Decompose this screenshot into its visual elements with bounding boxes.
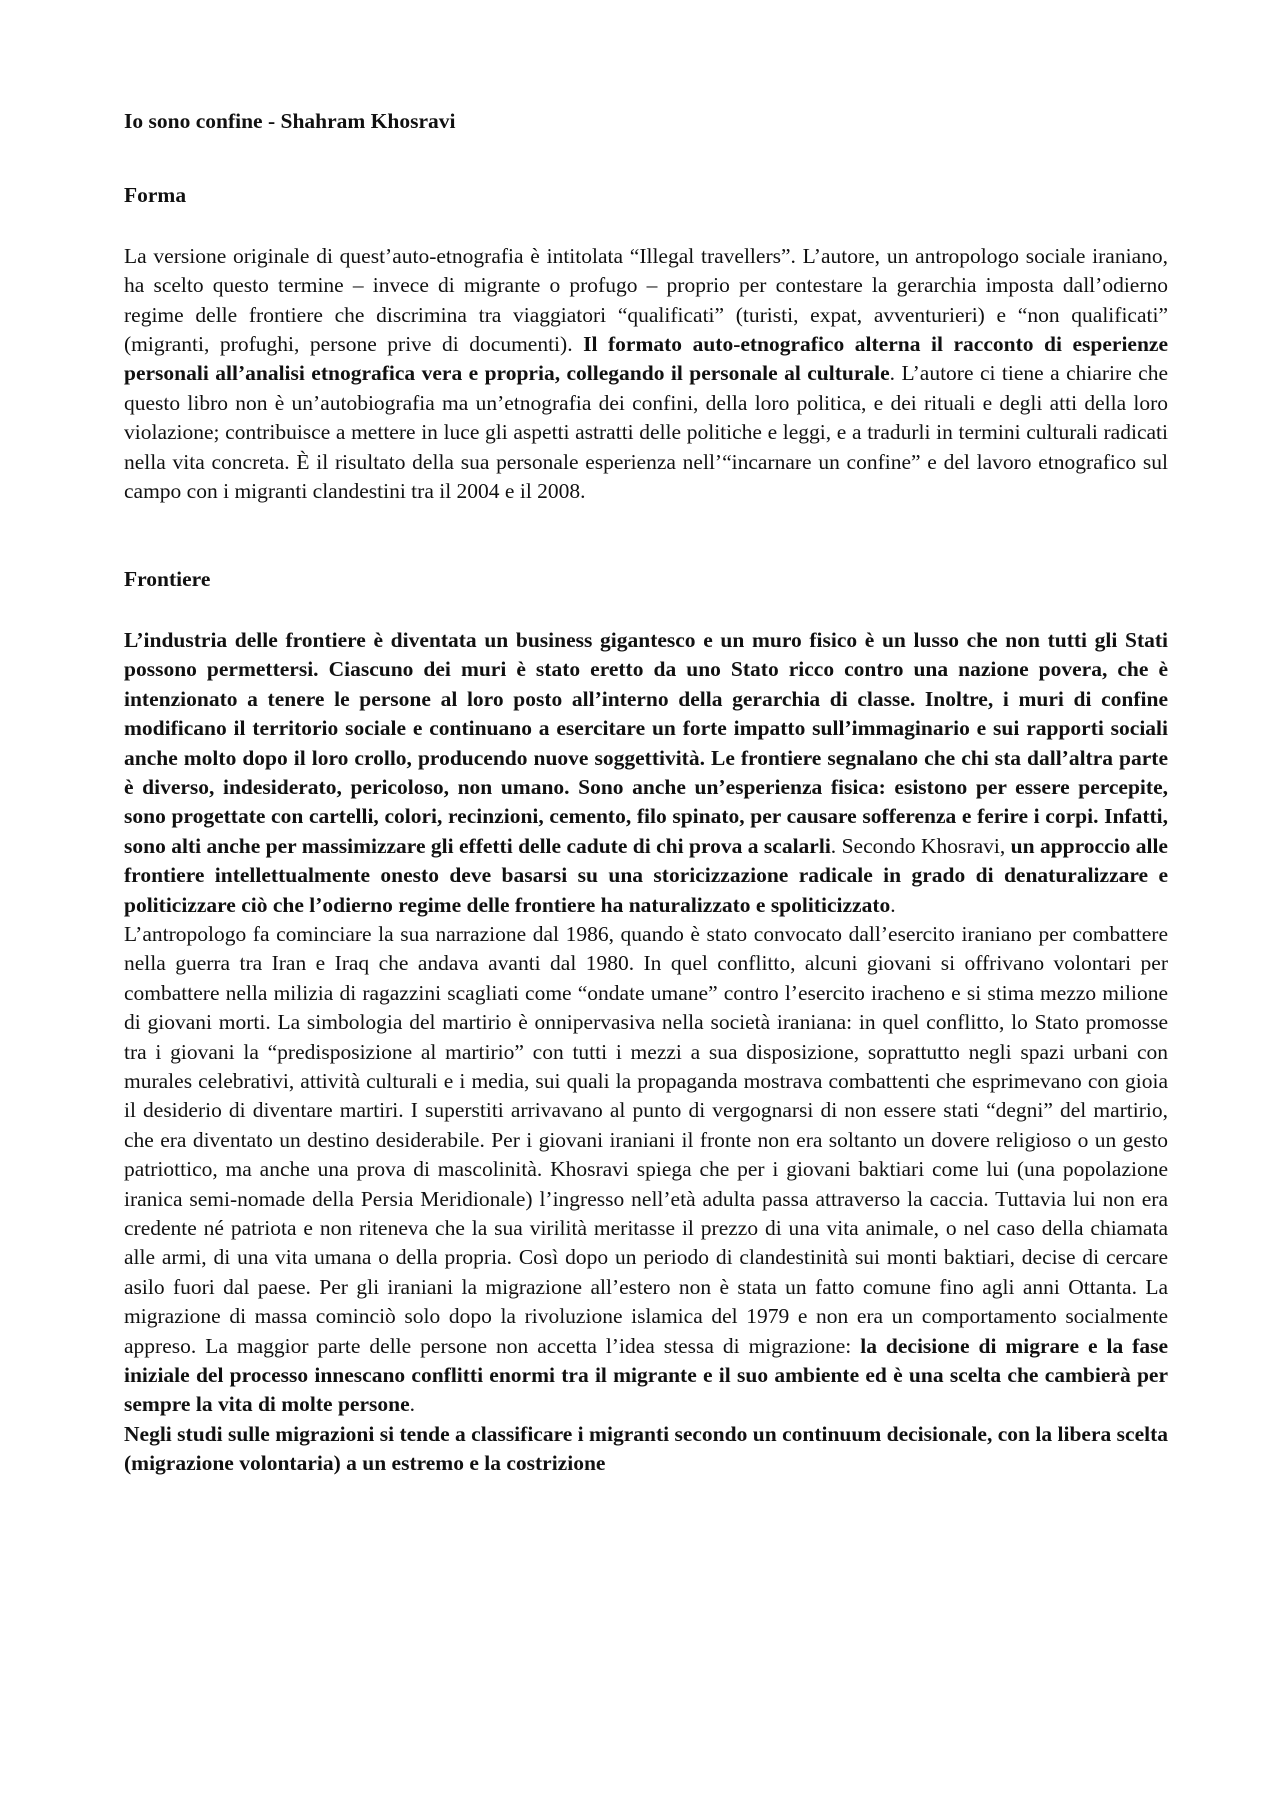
bold-text-segment: un approccio alle frontiere intellettualmente onesto deve basarsi su una storicizzazione radicale in grado di denaturalizzare e politicizzare ciò che l’odierno regime delle frontiere ha naturalizzato e spoliticizzato [124, 833, 1168, 917]
bold-text-segment: L’industria delle frontiere è diventata un business gigantesco e un muro fisico è un lusso che non tutti gli Stati possono permettersi. Ciascuno dei muri è stato eretto da uno Stato ricco contro una nazione povera, che è intenzionato a tenere le persone al loro posto all’interno della gerarchia di classe. Inoltre, i muri di confine modificano il territorio sociale e continuano a esercitare un forte impatto sull’immaginario e sui rapporti sociali anche molto dopo il loro crollo, producendo nuove soggettività. Le frontiere segnalano che chi sta dall’altra parte è diverso, indesiderato, pericoloso, non umano. Sono anche un’esperienza fisica: esistono per essere percepite, sono progettate con cartelli, colori, recinzioni, cemento, filo spinato, per causare sofferenza e ferire i corpi. Infatti, sono alti anche per massimizzare gli effetti delle cadute di chi prova a scalarli [124, 627, 1168, 858]
paragraph-frontiere-2 [124, 920, 1168, 1420]
paragraph-frontiere-3 [124, 1420, 1168, 1479]
document-body [124, 107, 1168, 1479]
paragraph-frontiere-1 [124, 626, 1168, 920]
document-title: Io sono confine - Shahram Khosravi [124, 109, 456, 133]
bold-text-segment: Il formato auto-etnografico alterna il racconto di esperienze personali all’analisi etnografica vera e propria, collegando il personale al culturale [124, 332, 1169, 386]
text-segment: . L’autore ci tiene a chiarire che questo libro non è un’autobiografia ma un’etnografia dei confini, della loro politica, e dei rituali e degli atti della loro violazione; contribuisce a mettere in luce gli aspetti astratti delle politiche e leggi, e a tradurli in termini culturali radicati nella vita concreta. È il risultato della sua personale esperienza nell’“incarnare un confine” e del lavoro etnografico sul campo con i migranti clandestini tra il 2004 e il 2008. [124, 361, 1169, 504]
section-heading-forma: Forma [124, 183, 187, 208]
bold-text-segment: Negli studi sulle migrazioni si tende a classificare i migranti secondo un continuum decisionale, con la libera scelta (migrazione volontaria) a un estremo e la costrizione [124, 1421, 1168, 1476]
text-segment: La versione originale di quest’auto-etnografia è intitolata “Illegal travellers”. L’autore, un antropologo sociale iraniano, ha scelto questo termine – invece di migrante o profugo – proprio per contestare la gerarchia imposta dall’odierno regime delle frontiere che discrimina tra viaggiatori “qualificati” (turisti, expat, avventurieri) e “non qualificati” (migranti, profughi, persone prive di documenti). [124, 243, 1168, 357]
section-heading-frontiere: Frontiere [124, 567, 211, 592]
bold-text-segment: la decisione di migrare e la fase iniziale del processo innescano conflitti enormi tra il migrante e il suo ambiente ed è una scelta che cambierà per sempre la vita di molte persone [124, 1333, 1168, 1417]
text-segment: . [890, 892, 896, 917]
text-segment: . Secondo Khosravi, [830, 833, 1011, 858]
text-segment: L’antropologo fa cominciare la sua narrazione dal 1986, quando è stato convocato dall’esercito iraniano per combattere nella guerra tra Iran e Iraq che andava avanti dal 1980. In quel conflitto, alcuni giovani si offrivano volontari per combattere nella milizia di ragazzini scagliati come “ondate umane” contro l’esercito iracheno e si stima mezzo milione di giovani morti. La simbologia del martirio è onnipervasiva nella società iraniana: in quel conflitto, lo Stato promosse tra i giovani la “predisposizione al martirio” con tutti i mezzi a sua disposizione, soprattutto negli spazi urbani con murales celebrativi, attività culturali e i media, sui quali la propaganda mostrava combattenti che esprimevano con gioia il desiderio di diventare martiri. I superstiti arrivavano al punto di vergognarsi di non essere stati “degni” del martirio, che era diventato un destino desiderabile. Per i giovani iraniani il fronte non era soltanto un dovere religioso o un gesto patriottico, ma anche una prova di mascolinità. Khosravi spiega che per i giovani baktiari come lui (una popolazione iranica semi-nomade della Persia Meridionale) l’ingresso nell’età adulta passa attraverso la caccia. Tuttavia lui non era credente né patriota e non riteneva che la sua virilità meritasse il prezzo di una vita animale, o nel caso della chiamata alle armi, di una vita umana o della propria. Così dopo un periodo di clandestinità sui monti baktiari, decise di cercare asilo fuori dal paese. Per gli iraniani la migrazione all’estero non è stata un fatto comune fino agli anni Ottanta. La migrazione di massa cominciò solo dopo la rivoluzione islamica del 1979 e non era un comportamento socialmente appreso. La maggior parte delle persone non accetta l’idea stessa di migrazione: [124, 921, 1168, 1358]
paragraph-forma [124, 242, 1168, 507]
text-segment: . [409, 1392, 416, 1417]
